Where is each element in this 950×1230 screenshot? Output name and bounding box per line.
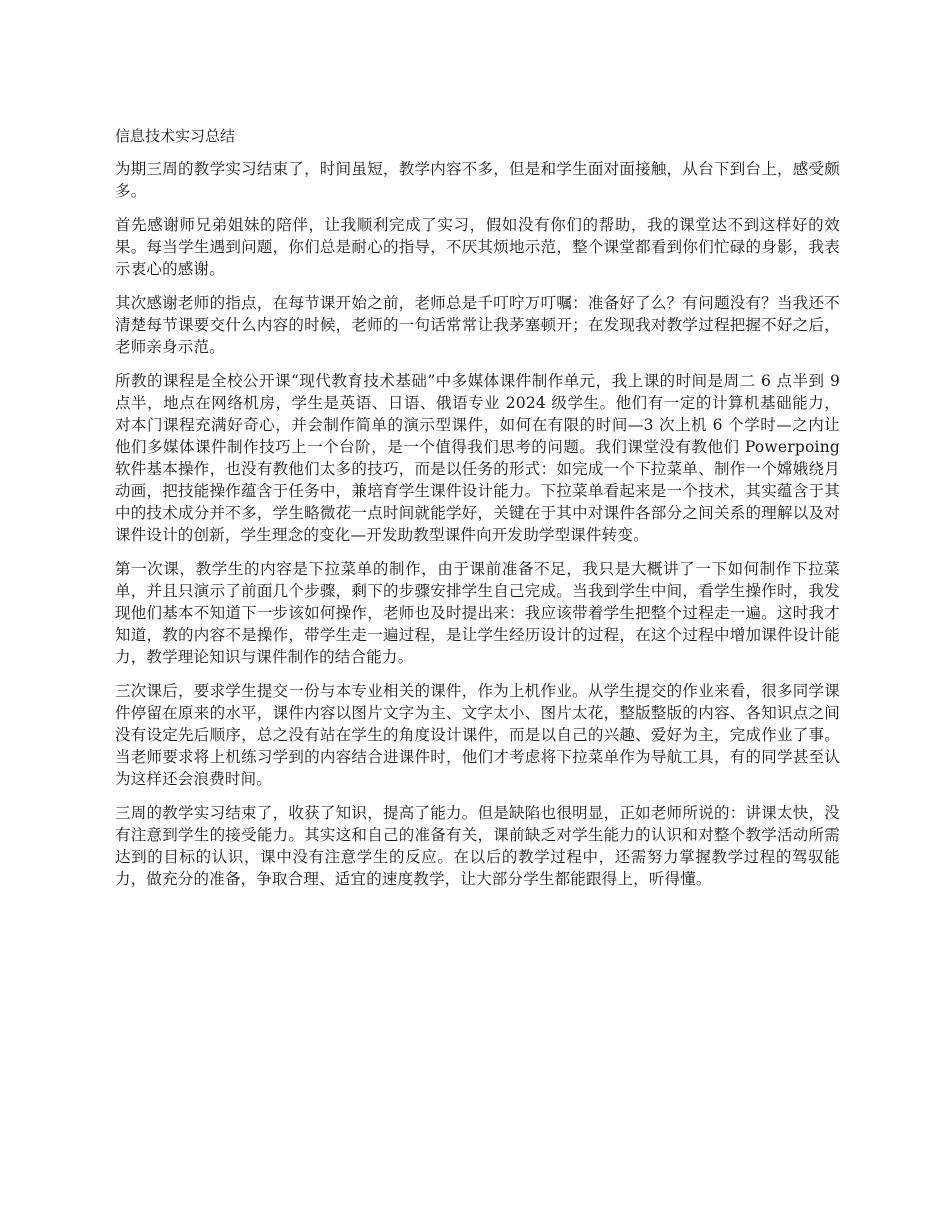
paragraph-thanks-peers: 首先感谢师兄弟姐妹的陪伴，让我顺利完成了实习，假如没有你们的帮助，我的课堂达不到这样好的效果。每当学生遇到问题，你们总是耐心的指导，不厌其烦地示范，整个课堂都看到你们忙碌的身影，我表示衷心的感谢。	[115, 216, 840, 278]
paragraph-course-description: 所教的课程是全校公开课“现代教育技术基础”中多媒体课件制作单元，我上课的时间是周二 6 点半到 9 点半，地点在网络机房，学生是英语、日语、俄语专业 2024 级学生。他们有一定的计算机基础能力，对本门课程充满好奇心，并会制作简单的演示型课件，如何在有限的时间—3 次上机 6 个学时—之内让他们多媒体课件制作技巧上一个台阶，是一个值得我们思考的问题。我们课堂没有教他们 Powerpoing 软件基本操作，也没有教他们太多的技巧，而是以任务的形式：如完成一个下拉菜单、制作一个嫦娥绕月动画，把技能操作蕴含于任务中，兼培育学生课件设计能力。下拉菜单看起来是一个技术，其实蕴含于其中的技术成分并不多，学生略微花一点时间就能学好，关键在于其中对课件各部分之间关系的理解以及对课件设计的创新，学生理念的变化—开发助教型课件向开发助学型课件转变。	[115, 372, 840, 544]
paragraph-thanks-teacher: 其次感谢老师的指点，在每节课开始之前，老师总是千叮咛万叮嘱：准备好了么？有问题没有？当我还不清楚每节课要交什么内容的时候，老师的一句话常常让我茅塞顿开；在发现我对教学过程把握不好之后，老师亲身示范。	[115, 294, 840, 356]
paragraph-intro: 为期三周的教学实习结束了，时间虽短，教学内容不多，但是和学生面对面接触，从台下到台上，感受颇多。	[115, 160, 840, 200]
document-title: 信息技术实习总结	[115, 127, 236, 145]
document-page	[115, 124, 840, 902]
paragraph-assignment: 三次课后，要求学生提交一份与本专业相关的课件，作为上机作业。从学生提交的作业来看，很多同学课件停留在原来的水平，课件内容以图片文字为主、文字太小、图片太花，整版整版的内容、各知识点之间没有设定先后顺序，总之没有站在学生的角度设计课件，而是以自己的兴趣、爱好为主，完成作业了事。当老师要求将上机练习学到的内容结合进课件时，他们才考虑将下拉菜单作为导航工具，有的同学甚至认为这样还会浪费时间。	[115, 682, 840, 788]
paragraph-conclusion: 三周的教学实习结束了，收获了知识，提高了能力。但是缺陷也很明显，正如老师所说的：讲课太快，没有注意到学生的接受能力。其实这和自己的准备有关，课前缺乏对学生能力的认识和对整个教学活动所需达到的目标的认识，课中没有注意学生的反应。在以后的教学过程中，还需努力掌握教学过程的驾驭能力，做充分的准备，争取合理、适宜的速度教学，让大部分学生都能跟得上，听得懂。	[115, 804, 840, 888]
paragraph-first-lesson: 第一次课，教学生的内容是下拉菜单的制作，由于课前准备不足，我只是大概讲了一下如何制作下拉菜单，并且只演示了前面几个步骤，剩下的步骤安排学生自己完成。当我到学生中间，看学生操作时，我发现他们基本不知道下一步该如何操作，老师也及时提出来：我应该带着学生把整个过程走一遍。这时我才知道，教的内容不是操作，带学生走一遍过程，是让学生经历设计的过程，在这个过程中增加课件设计能力，教学理论知识与课件制作的结合能力。	[115, 560, 840, 666]
